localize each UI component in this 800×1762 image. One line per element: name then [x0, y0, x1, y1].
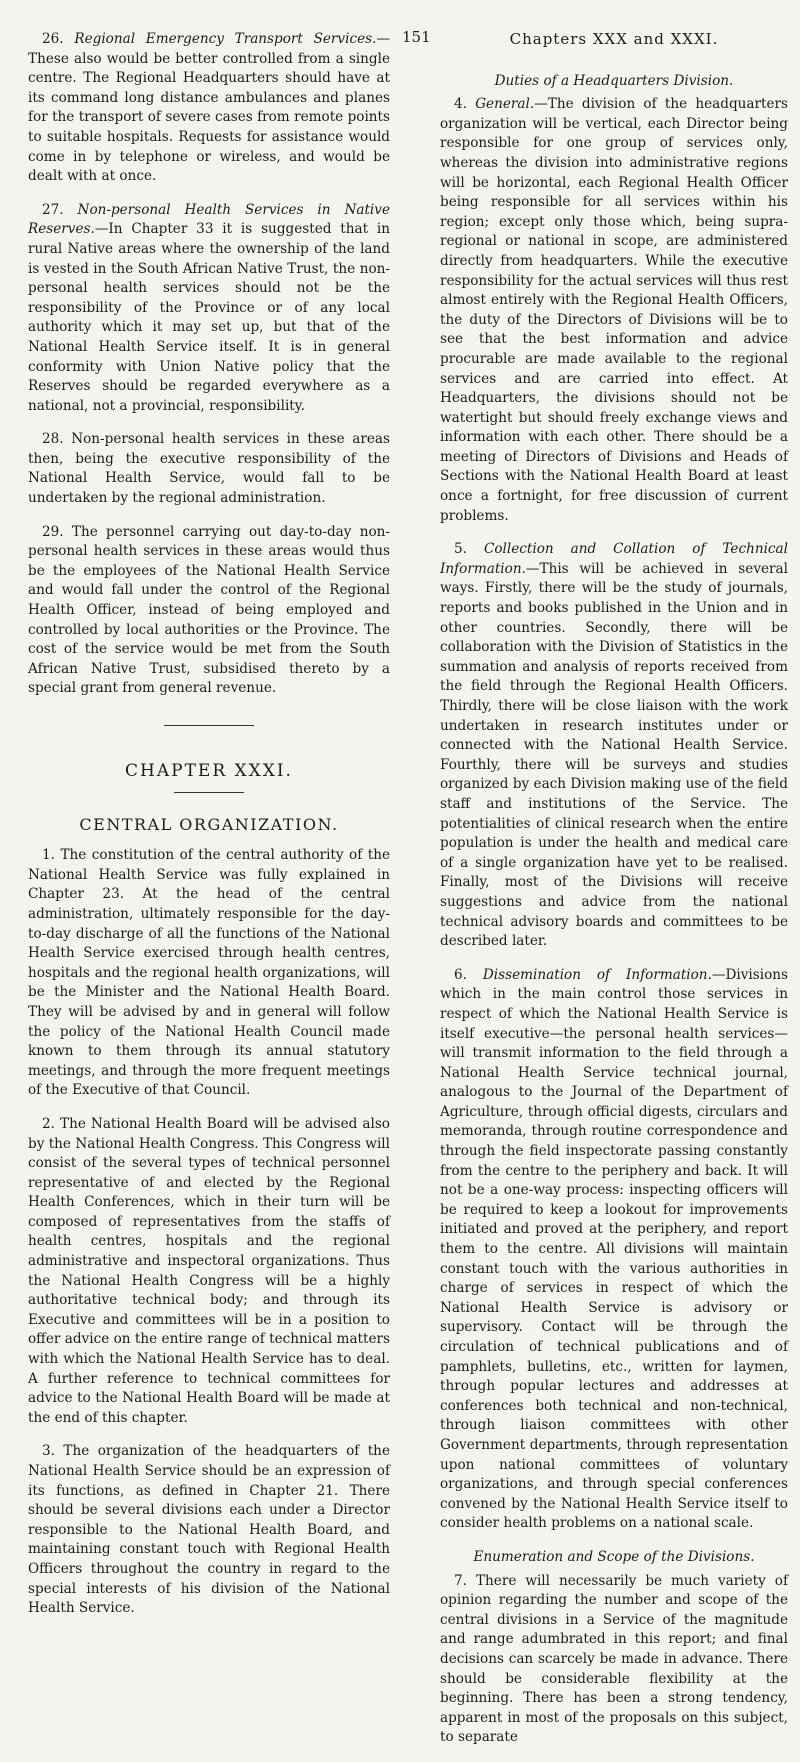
paragraph-heading: Non-personal Health Services in Native Reserves.: [28, 201, 390, 238]
paragraph-text: There will necessarily be much variety of opinion regarding the number and scope of the central divisions in a Service of the magnitude and range adumbrated in this report; and final decisions can scarcely be made in advance. There should be considerable flexibility at the beginning. There has been a strong tendency, apparent in most of the proposals on this subject, to separate: [440, 1572, 788, 1746]
paragraph-6: [440, 966, 788, 1534]
paragraph-heading: General.: [475, 96, 535, 113]
section-heading: Duties of a Headquarters Division.: [494, 72, 734, 89]
paragraph-number: 7.: [454, 1572, 467, 1589]
paragraph-number: 2.: [42, 1115, 55, 1132]
paragraph-text: —The division of the headquarters organization will be vertical, each Director being responsible for one group of services only, whereas the division into administrative regions will be horizontal, each Regional Health Officer being responsible for all services within his region; except only those which, being supra-regional or national in scope, are administered directly from headquarters. While the executive responsibility for the actual services will thus rest almost entirely with the Regional Health Officers, the duty of the Directors of Divisions will be to see that the best information and advice procurable are made available to the regional services and are carried into effect. At Headquarters, the divisions should not be watertight but should freely exchange views and information with each other. There should be a meeting of Directors of Divisions and Heads of Sections with the National Health Board at least once a fortnight, for free discussion of current problems.: [440, 96, 788, 524]
paragraph-29: [28, 523, 390, 699]
paragraph-heading: Dissemination of Information.: [482, 966, 712, 983]
chapter31-paragraph-3: [28, 1442, 390, 1618]
paragraph-number: 1.: [42, 847, 55, 864]
paragraph-28: [28, 430, 390, 508]
paragraph-text: —These also would be better controlled from a single centre. The Regional Headquarters should have at its command long distance ambulances and planes for the transport of severe cases from remote points to suitable hospitals. Requests for assistance would come in by telephone or wireless, and would be dealt with at once.: [28, 31, 391, 185]
paragraph-27: [28, 201, 390, 417]
paragraph-number: 26.: [42, 31, 64, 47]
paragraph-5: [440, 540, 788, 951]
paragraph-text: The constitution of the central authority of the National Health Service was fully explained in Chapter 23. At the head of the central administration, ultimately responsible for the day-to-day discharge of all the functions of the National Health Service exercised through health centres, hospitals and the regional health organizations, will be the Minister and the National Health Board. They will be advised by and in general will follow the policy of the National Health Council made known to them through its annual statutory meetings, and through the more frequent meetings of the Executive of that Council.: [28, 847, 390, 1099]
paragraph-heading: Regional Emergency Transport Services.: [74, 31, 377, 47]
paragraph-number: 4.: [454, 96, 467, 113]
chapter31-paragraph-2: [28, 1115, 390, 1429]
paragraph-text: —In Chapter 33 it is suggested that in rural Native areas where the ownership of the land is vested in the South African Native Trust, the non-personal health services should not be the responsibility of the Province or of any local authority which it may set up, but that of the National Health Service itself. It is in general conformity with Union Native policy that the Reserves should be regarded everywhere as a national, not a provincial, responsibility.: [28, 221, 390, 414]
paragraph-number: 28.: [42, 431, 64, 448]
paragraph-text: The personnel carrying out day-to-day non-personal health services in these areas would thus be the employees of the National Health Service and would fall under the control of the Regional Health Officer, instead of being employed and controlled by local authorities or the Province. The cost of the service would be met from the South African Native Trust, subsidised thereto by a special grant from general revenue.: [28, 523, 390, 697]
paragraph-number: 6.: [454, 966, 467, 983]
page-number: 151: [402, 28, 431, 46]
chapter31-paragraph-1: [28, 846, 390, 1101]
paragraph-number: 29.: [42, 523, 64, 540]
running-head: Chapters XXX and XXXI.: [509, 30, 719, 48]
paragraph-7: [440, 1572, 788, 1748]
right-column: [440, 30, 788, 1762]
paragraph-text: —This will be achieved in several ways. Firstly, there will be the study of journals, reports and books published in the Union and in other countries. Secondly, there will be collaboration with the Division of Statistics in the summation and analysis of reports received from the field through the Regional Health Officers. Thirdly, there will be close liaison with the work undertaken in research institutes under or connected with the National Health Service. Fourthly, there will be surveys and studies organized by each Division making use of the field staff and institutions of the Service. The potentialities of clinical research when the entire population is under the health and medical care of a single organization have yet to be realised. Finally, most of the Divisions will receive suggestions and advice from the national technical advisory boards and committees to be described later.: [440, 560, 788, 950]
chapter-title-rule: [174, 792, 244, 793]
paragraph-text: The organization of the headquarters of the National Health Service should be an expression of its functions, as defined in Chapter 21. There should be several divisions each under a Director responsible to the National Health Board, and maintaining constant touch with Regional Health Officers throughout the country in regard to the special interests of his division of the National Health Service.: [28, 1443, 390, 1617]
chapter-subtitle: CENTRAL ORGANIZATION.: [79, 814, 339, 834]
paragraph-text: The National Health Board will be advised also by the National Health Congress. This Congress will consist of the several types of technical personnel representative of and elected by the Regional Health Conferences, which in their turn will be composed of representatives from the staffs of health centres, hospitals and the regional administrative and inspectoral organizations. Thus the National Health Congress will be a highly authoritative technical body; and through its Executive and committees will be in a position to offer advice on the entire range of technical matters with which the National Health Service has to deal. A further reference to technical committees for advice to the National Health Board will be made at the end of this chapter.: [28, 1115, 390, 1426]
paragraph-heading: Collection and Collation of Technical Information.: [440, 541, 788, 577]
paragraph-number: 3.: [42, 1443, 55, 1460]
paragraph-text: Non-personal health services in these areas then, being the executive responsibility of the National Health Service, would fall to be undertaken by the regional administration.: [28, 431, 390, 507]
section-divider: [164, 725, 254, 726]
paragraph-26: [28, 30, 390, 187]
paragraph-text: —Divisions which in the main control those services in respect of which the National Health Service is itself executive—the personal health services—will transmit information to the field through a National Health Service technical journal, analogous to the Journal of the Department of Agriculture, through official digests, circulars and memoranda, through routine correspondence and through the field inspectorate passing constantly from the centre to the periphery and back. It will not be a one-way process: inspecting officers will be required to keep a lookout for improvements initiated and proved at the periphery, and report them to the centre. All divisions will maintain constant touch with the various authorities in charge of services in respect of which the National Health Service is advisory or supervisory. Contact will be through the circulation of technical publications and of pamphlets, bulletins, etc., written for laymen, through popular lectures and addresses at conferences both technical and non-technical, through liaison committees with other Government departments, through representation upon national committees of voluntary organizations, and through special conferences convened by the National Health Service itself to consider health problems on a national scale.: [440, 966, 788, 1532]
paragraph-number: 27.: [42, 201, 64, 218]
chapter-title: CHAPTER XXXI.: [125, 761, 293, 781]
section-heading-2: Enumeration and Scope of the Divisions.: [473, 1548, 755, 1565]
paragraph-4: [440, 95, 788, 526]
paragraph-number: 5.: [454, 541, 467, 558]
left-column: [28, 30, 390, 1633]
